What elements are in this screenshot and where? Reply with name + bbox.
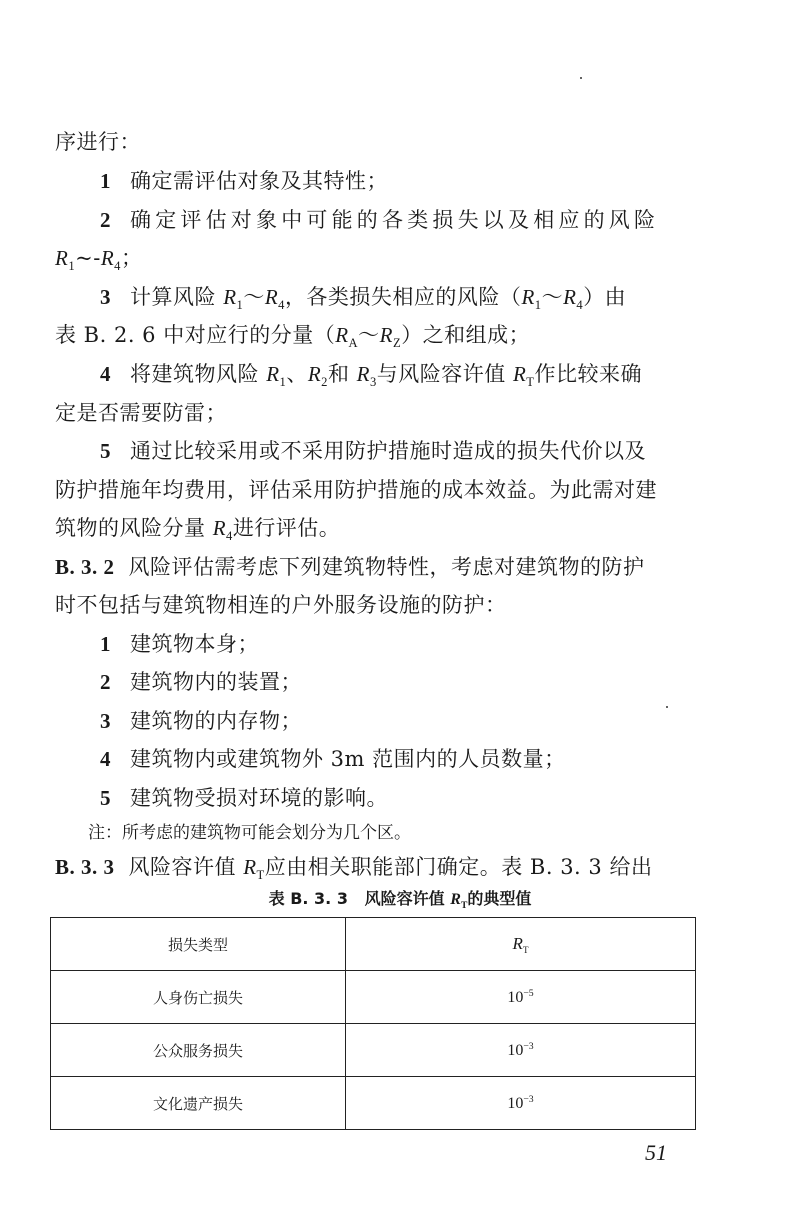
intro-text: 序进行： [55,130,141,154]
item-text: 建筑物内或建筑物外 3m 范围内的人员数量； [130,747,566,771]
loss-type-cell: 人身伤亡损失 [51,971,346,1024]
step-5-cont: 防护措施年均费用，评估采用防护措施的成本效益。为此需对建 [55,478,657,502]
table-row [51,1077,696,1130]
section-b32-cont: 时不包括与建筑物相连的户外服务设施的防护： [55,593,507,617]
header-rt: $R_T$ [346,918,696,971]
step-2 [100,205,659,235]
item-number: 5 [100,786,111,810]
step-number: 5 [100,439,111,463]
step-number: 1 [100,169,111,193]
loss-type-cell: 文化遗产损失 [51,1077,346,1130]
scan-speck [666,706,668,708]
step-5-cont2: 筑物的风险分量 $R_4$进行评估。 [55,516,341,544]
b32-item-5 [100,783,388,813]
header-loss-type: 损失类型 [51,918,346,971]
step-3-cont: 表 B. 2. 6 中对应行的分量$(R_A\sim R_Z)$之和组成； [55,323,531,351]
step-5 [100,436,646,466]
b32-item-2 [100,667,302,697]
rt-value-cell: $10^{-3}$ [346,1024,696,1077]
step-text: 通过比较采用或不采用防护措施时造成的损失代价以及 [130,439,646,463]
table-row [51,1024,696,1077]
loss-type-cell: 公众服务损失 [51,1024,346,1077]
b32-item-3 [100,706,302,736]
rt-value-cell: $10^{-3}$ [346,1077,696,1130]
step-number: 4 [100,362,111,386]
b32-note: 注：所考虑的建筑物可能会划分为几个区。 [88,823,411,843]
b32-item-1 [100,629,259,659]
scan-speck [580,77,582,79]
rt-value-cell: $10^{-5}$ [346,971,696,1024]
step-text: 确定需评估对象及其特性； [130,169,388,193]
page-number: 51 [645,1140,667,1165]
step-text: 确定评估对象中可能的各类损失以及相应的风险 [130,208,660,232]
item-number: 1 [100,632,111,656]
table-caption: 表 B. 3. 3 风险容许值 $R_T$的典型值 [268,889,532,912]
step-3: 3 计算风险 $R_1\sim R_4$，各类损失相应的风险$(R_1\sim R_4)$由 [100,282,626,320]
item-text: 建筑物受损对环境的影响。 [130,786,388,810]
step-4-cont: 定是否需要防雷； [55,401,227,425]
b32-item-4 [100,744,566,774]
section-b33-heading: B. 3. 3 风险容许值 $R_T$应由相关职能部门确定。表 B. 3. 3 给出 [55,855,653,883]
item-text: 建筑物本身； [130,632,259,656]
step-number: 3 [100,285,111,309]
item-text: 建筑物的内存物； [130,709,302,733]
step-4: 4 将建筑物风险 $R_1$、$R_2$和 $R_3$与风险容许值 $R_T$作比较来确 [100,359,642,397]
table-row [51,971,696,1024]
rt-table [50,917,696,1130]
item-number: 4 [100,747,111,771]
step-1 [100,166,388,196]
table-header-row [51,918,696,971]
caption-prefix: 表 B. 3. 3 [268,889,348,908]
item-number: 3 [100,709,111,733]
step-number: 2 [100,208,115,232]
section-id: B. 3. 3 [55,855,115,879]
section-text: 风险评估需考虑下列建筑物特性，考虑对建筑物的防护 [128,555,645,579]
item-number: 2 [100,670,111,694]
step-2-cont: $R_1\sim-R_4$； [55,246,143,274]
item-text: 建筑物内的装置； [130,670,302,694]
section-id: B. 3. 2 [55,555,115,579]
section-b32-heading [55,552,645,582]
